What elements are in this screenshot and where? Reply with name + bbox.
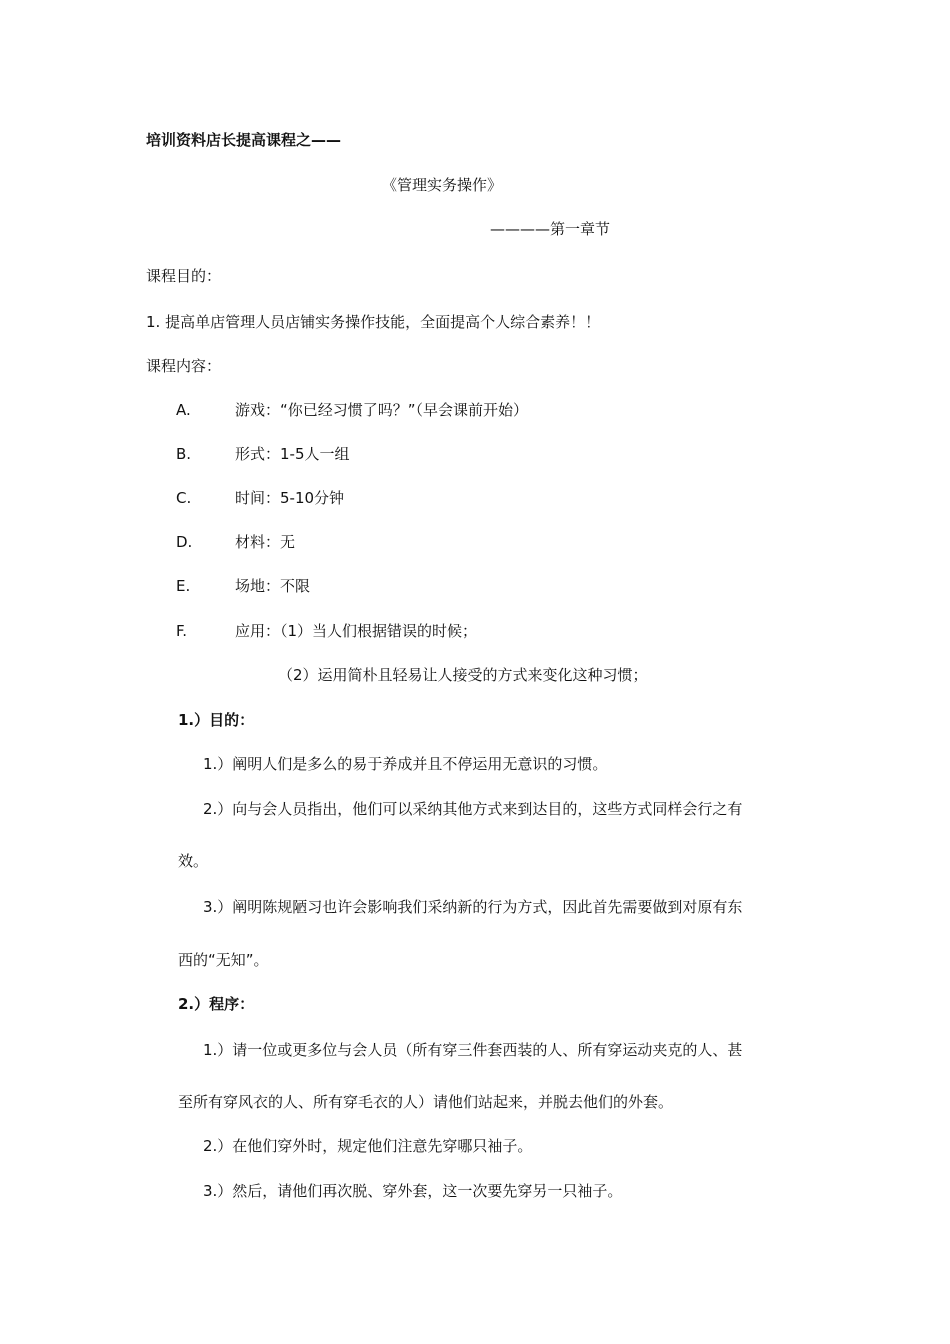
procedure-item-1-line1: 1.）请一位或更多位与会人员（所有穿三件套西装的人、所有穿运动夹克的人、甚 [203,1041,743,1059]
purpose-item-3-line2: 西的“无知”。 [178,951,269,969]
doc-title: 《管理实务操作》 [382,176,503,194]
item-text: 形式：1-5人一组 [235,445,350,463]
item-letter: F. [176,622,187,640]
purpose-item-2-line1: 2.）向与会人员指出，他们可以采纳其他方式来到达目的，这些方式同样会行之有 [203,800,743,818]
item-text: 时间：5-10分钟 [235,489,345,507]
content-heading: 课程内容： [146,357,222,375]
item-letter: E. [176,577,191,595]
procedure-item-1-line2: 至所有穿风衣的人、所有穿毛衣的人）请他们站起来，并脱去他们的外套。 [178,1093,674,1111]
item-letter: D. [176,533,193,551]
purpose-item-2-line2: 效。 [178,852,209,870]
item-letter: A. [176,401,191,419]
item-text: 材料：无 [235,533,296,551]
purpose-heading: 1.）目的： [178,711,255,729]
item-text: 应用：（1）当人们根据错误的时候； [235,622,478,640]
chapter-label: ————第一章节 [490,220,611,238]
objective-item: 1. 提高单店管理人员店铺实务操作技能，全面提高个人综合素养！！ [146,313,601,331]
series-title: 培训资料店长提高课程之—— [146,131,342,149]
purpose-item-3-line1: 3.）阐明陈规陋习也许会影响我们采纳新的行为方式，因此首先需要做到对原有东 [203,898,743,916]
item-letter: B. [176,445,192,463]
objective-heading: 课程目的： [146,267,222,285]
purpose-item-1: 1.）阐明人们是多么的易于养成并且不停运用无意识的习惯。 [203,755,608,773]
application-2: （2）运用简朴且轻易让人接受的方式来变化这种习惯； [278,666,648,684]
item-text: 场地：不限 [235,577,311,595]
procedure-item-2: 2.）在他们穿外时，规定他们注意先穿哪只袖子。 [203,1137,533,1155]
procedure-heading: 2.）程序： [178,995,255,1013]
item-letter: C. [176,489,192,507]
item-text: 游戏：“你已经习惯了吗？”（早会课前开始） [235,401,529,419]
procedure-item-3: 3.）然后，请他们再次脱、穿外套，这一次要先穿另一只袖子。 [203,1182,623,1200]
